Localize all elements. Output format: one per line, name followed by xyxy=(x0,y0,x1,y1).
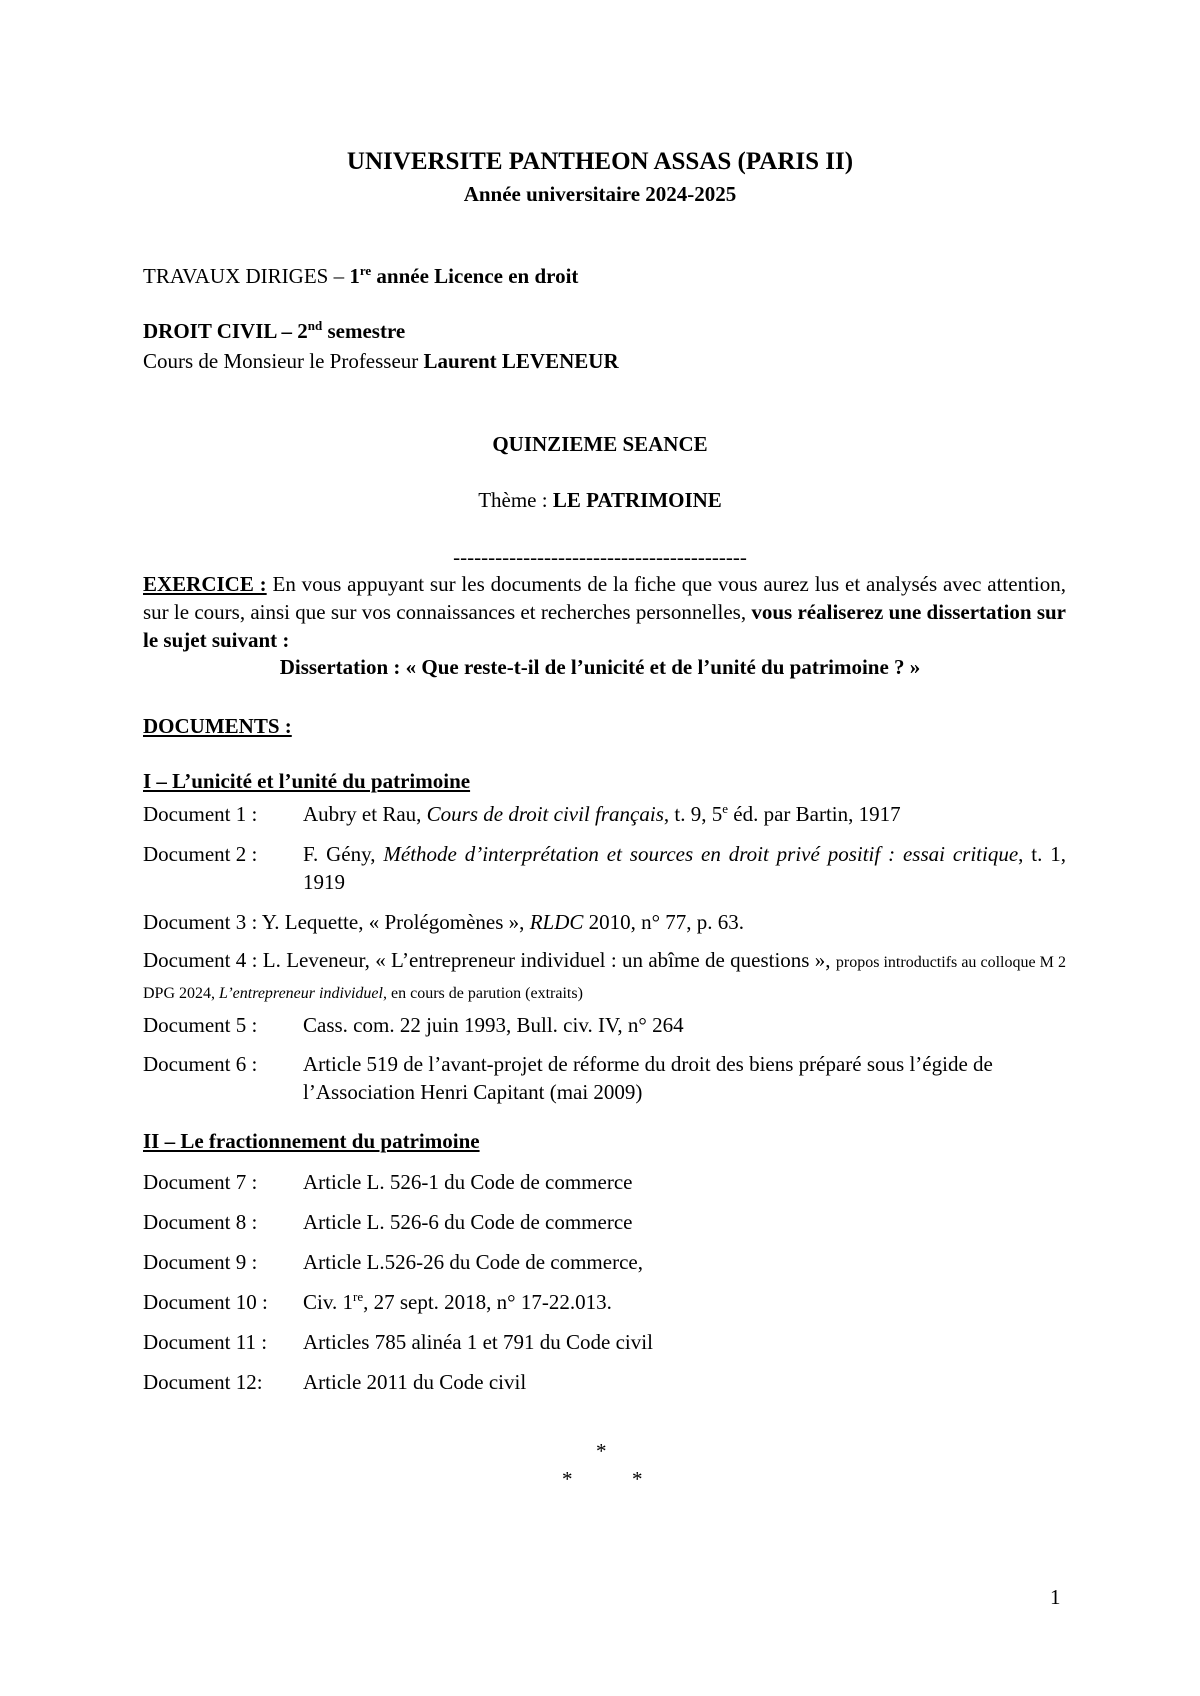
doc-label: Document 4 : xyxy=(143,948,258,972)
theme-name: LE PATRIMOINE xyxy=(552,488,722,512)
exercise-label: EXERCICE : xyxy=(143,572,267,596)
subject-bold: DROIT CIVIL – 2 xyxy=(143,319,308,343)
doc-label: Document 6 : xyxy=(143,1052,258,1076)
doc-label: Document 5 : xyxy=(143,1013,258,1037)
document-8 xyxy=(143,1208,1066,1236)
exercise-paragraph xyxy=(143,570,1066,654)
td-prefix: TRAVAUX DIRIGES – xyxy=(143,264,350,288)
professor-line xyxy=(143,347,619,375)
session-theme xyxy=(0,486,1200,514)
subject-sup: nd xyxy=(307,318,323,333)
td-level-rest: année Licence en droit xyxy=(371,264,579,288)
document-7 xyxy=(143,1168,1066,1196)
td-level-sup: re xyxy=(359,263,372,278)
doc-text: Article L.526-26 du Code de commerce, xyxy=(303,1250,643,1274)
doc-text: Article 2011 du Code civil xyxy=(303,1370,527,1394)
academic-year: Année universitaire 2024-2025 xyxy=(463,182,737,206)
document-10 xyxy=(143,1288,1066,1316)
subject-line xyxy=(143,317,405,345)
university-title: UNIVERSITE PANTHEON ASSAS (PARIS II) xyxy=(346,148,854,175)
doc-text: Civ. 1re, 27 sept. 2018, n° 17-22.013. xyxy=(303,1289,612,1314)
document-5 xyxy=(143,1011,1066,1039)
documents-heading: DOCUMENTS : xyxy=(143,714,292,738)
section-1-heading: I – L’unicité et l’unité du patrimoine xyxy=(143,769,471,793)
document-1 xyxy=(143,800,1066,828)
document-6 xyxy=(143,1050,1066,1106)
asterism-star-right: * xyxy=(632,1467,643,1491)
doc-text: Cass. com. 22 juin 1993, Bull. civ. IV, n° 264 xyxy=(303,1013,684,1037)
doc-text: F. Gény, Méthode d’interprétation et sources en droit privé positif : essai critique, t. 1, 1919 xyxy=(303,842,1066,894)
exercise-text: En vous appuyant sur les documents de la fiche que vous aurez lus et analysés avec attention, sur le cours, ainsi que sur vos connaissances et recherches personnelles, xyxy=(143,572,1066,624)
doc-text: Aubry et Rau, Cours de droit civil français, t. 9, 5e éd. par Bartin, 1917 xyxy=(303,801,901,826)
section-2-heading: II – Le fractionnement du patrimoine xyxy=(143,1129,480,1153)
asterism-star-left: * xyxy=(562,1467,573,1491)
asterism-star-top: * xyxy=(596,1439,607,1463)
td-level-num: 1 xyxy=(349,264,360,288)
document-9 xyxy=(143,1248,1066,1276)
td-line xyxy=(143,262,578,290)
session-title: QUINZIEME SEANCE xyxy=(492,432,708,456)
professor-prefix: Cours de Monsieur le Professeur xyxy=(143,349,424,373)
doc-label: Document 2 : xyxy=(143,842,258,866)
doc-label: Document 7 : xyxy=(143,1170,258,1194)
theme-prefix: Thème : xyxy=(478,488,553,512)
doc-label: Document 11 : xyxy=(143,1330,268,1354)
doc-label: Document 8 : xyxy=(143,1210,258,1234)
dissertation-subject: Dissertation : « Que reste-t-il de l’unicité et de l’unité du patrimoine ? » xyxy=(279,655,921,679)
document-4: Document 4 : L. Leveneur, « L’entrepreneur individuel : un abîme de questions », propos introductifs au colloque M 2 DPG 2024, L’entrepreneur individuel, en cours de parution (extraits) xyxy=(143,948,1066,1002)
doc-label: Document 1 : xyxy=(143,802,258,826)
document-3: Document 3 : Y. Lequette, « Prolégomènes », RLDC 2010, n° 77, p. 63. xyxy=(143,910,745,934)
doc-text: Article L. 526-1 du Code de commerce xyxy=(303,1170,633,1194)
document-2 xyxy=(143,840,1066,896)
document-12 xyxy=(143,1368,1066,1396)
page-number: 1 xyxy=(1050,1585,1061,1609)
exercise-text-bold: vous réaliserez une dissertation sur le sujet suivant : xyxy=(143,600,1066,652)
doc-text: Article 519 de l’avant-projet de réforme du droit des biens préparé sous l’égide de l’Association Henri Capitant (mai 2009) xyxy=(303,1052,993,1104)
professor-name: Laurent LEVENEUR xyxy=(423,349,619,373)
doc-text: Articles 785 alinéa 1 et 791 du Code civil xyxy=(303,1330,653,1354)
doc-label: Document 12: xyxy=(143,1370,263,1394)
doc-label: Document 3 : xyxy=(143,910,258,934)
doc-text: Article L. 526-6 du Code de commerce xyxy=(303,1210,633,1234)
doc-label: Document 9 : xyxy=(143,1250,258,1274)
doc-label: Document 10 : xyxy=(143,1290,268,1314)
subject-rest: semestre xyxy=(322,319,406,343)
separator: ------------------------------------------ xyxy=(453,545,747,569)
document-11 xyxy=(143,1328,1066,1356)
